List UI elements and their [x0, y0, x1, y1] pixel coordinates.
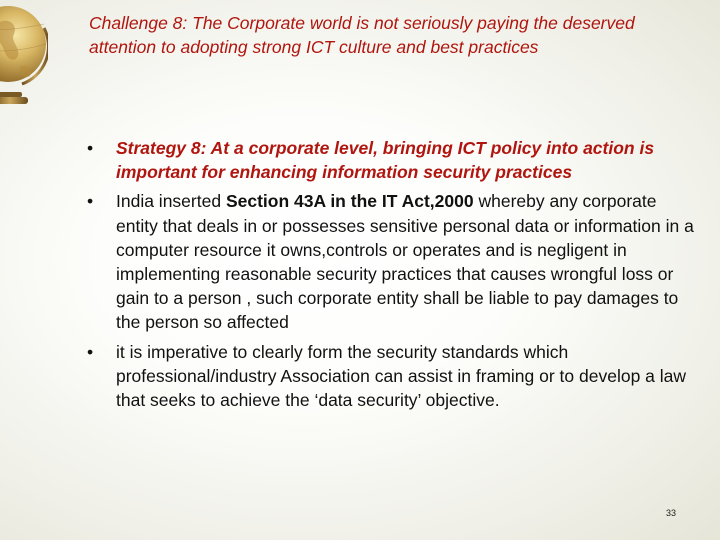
bullet-icon: • [87, 191, 94, 212]
list-item [86, 136, 696, 184]
bullet-text: it is imperative to clearly form the security standards which professional/industry Association can assist in framing or to develop a law that seeks to achieve the ‘data security’ objective. [116, 341, 687, 411]
list-item [86, 189, 696, 334]
strategy-text: Strategy 8: At a corporate level, bringing ICT policy into action is important for enhancing information security practices [116, 138, 655, 183]
bullet-list [86, 136, 696, 417]
bullet-text-prefix: India inserted [116, 191, 226, 212]
slide-title: Challenge 8: The Corporate world is not seriously paying the deserved attention to adopting strong ICT culture and best practices [89, 13, 635, 57]
list-item [86, 340, 696, 413]
bullet-text-bold: Section 43A in the IT Act,2000 [225, 191, 474, 212]
bullet-text-suffix: whereby any corporate entity that deals in or possesses sensitive personal data or information in a computer resource it owns,controls or operates and is negligent in implementing reasonable security practices that causes wrongful loss or gain to a person , such corporate entity shall be liable to pay damages to the person so affected [116, 191, 694, 333]
page-number: 33 [666, 508, 677, 518]
bullet-icon: • [87, 341, 94, 362]
globe-icon [0, 0, 48, 118]
bullet-icon: • [87, 138, 94, 158]
